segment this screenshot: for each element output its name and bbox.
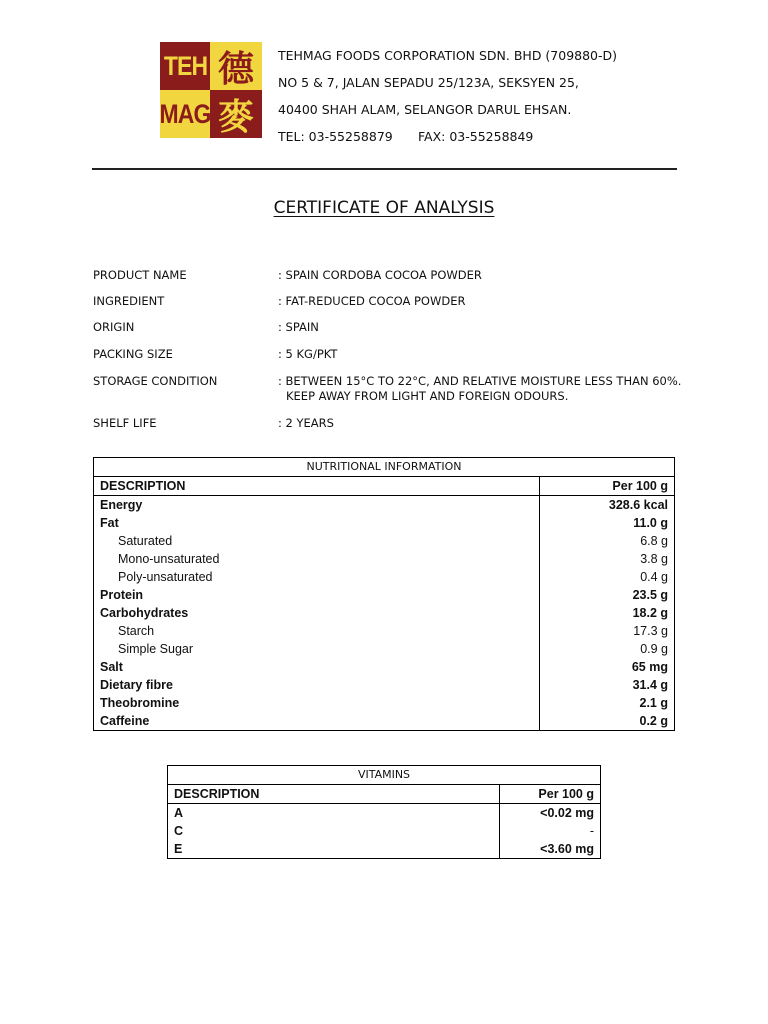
nutrient-name: Theobromine	[94, 694, 540, 712]
table-header-row	[94, 477, 675, 496]
column-header-description: DESCRIPTION	[168, 785, 500, 804]
nutrient-name: Starch	[94, 622, 540, 640]
table-caption-row	[94, 458, 675, 477]
info-label: SHELF LIFE	[93, 416, 157, 430]
info-label: INGREDIENT	[93, 294, 165, 308]
table-row	[94, 604, 675, 622]
nutrient-value: 11.0 g	[540, 514, 675, 532]
info-value: : FAT-REDUCED COCOA POWDER	[278, 294, 466, 308]
nutrient-name: Mono-unsaturated	[94, 550, 540, 568]
info-value: : 2 YEARS	[278, 416, 334, 430]
nutrient-value: 328.6 kcal	[540, 496, 675, 515]
nutrient-value: 0.4 g	[540, 568, 675, 586]
nutrition-caption: NUTRITIONAL INFORMATION	[94, 458, 675, 477]
nutrient-name: Salt	[94, 658, 540, 676]
vitamin-name: E	[168, 840, 500, 859]
table-row	[94, 586, 675, 604]
company-name: TEHMAG FOODS CORPORATION SDN. BHD (709880-D)	[278, 48, 618, 63]
nutrient-value: 6.8 g	[540, 532, 675, 550]
nutrient-name: Energy	[94, 496, 540, 515]
nutrient-value: 65 mg	[540, 658, 675, 676]
vitamin-value: <0.02 mg	[500, 804, 601, 823]
nutrient-value: 2.1 g	[540, 694, 675, 712]
nutrient-value: 23.5 g	[540, 586, 675, 604]
column-header-per-100g: Per 100 g	[540, 477, 675, 496]
info-label: STORAGE CONDITION	[93, 374, 218, 388]
vitamins-table	[167, 765, 601, 859]
nutrient-name: Simple Sugar	[94, 640, 540, 658]
vitamin-name: C	[168, 822, 500, 840]
table-header-row	[168, 785, 601, 804]
nutrient-name: Poly-unsaturated	[94, 568, 540, 586]
table-row	[94, 676, 675, 694]
company-address-line-2: 40400 SHAH ALAM, SELANGOR DARUL EHSAN.	[278, 102, 572, 117]
vitamins-caption: VITAMINS	[168, 766, 601, 785]
nutrition-table	[93, 457, 675, 731]
vitamin-value: <3.60 mg	[500, 840, 601, 859]
table-caption-row	[168, 766, 601, 785]
header-divider	[92, 168, 677, 170]
column-header-description: DESCRIPTION	[94, 477, 540, 496]
info-label: PRODUCT NAME	[93, 268, 187, 282]
nutrient-name: Carbohydrates	[94, 604, 540, 622]
info-label: PACKING SIZE	[93, 347, 173, 361]
company-fax: FAX: 03-55258849	[418, 129, 534, 144]
nutrient-value: 0.9 g	[540, 640, 675, 658]
table-row	[168, 840, 601, 859]
column-header-per-100g: Per 100 g	[500, 785, 601, 804]
table-row	[94, 694, 675, 712]
logo-teh: TEH	[160, 42, 210, 90]
table-row	[94, 550, 675, 568]
nutrient-name: Caffeine	[94, 712, 540, 731]
table-row	[94, 712, 675, 731]
table-row	[94, 622, 675, 640]
logo-mai-character: 麥	[210, 90, 262, 138]
company-details	[278, 42, 617, 150]
info-value: : BETWEEN 15°C TO 22°C, AND RELATIVE MOISTURE LESS THAN 60%.	[278, 374, 682, 388]
nutrient-value: 18.2 g	[540, 604, 675, 622]
logo-de-character: 德	[210, 42, 262, 90]
nutrient-name: Dietary fibre	[94, 676, 540, 694]
info-value: : SPAIN	[278, 320, 319, 334]
table-row	[94, 496, 675, 515]
nutrient-value: 3.8 g	[540, 550, 675, 568]
info-value: : 5 KG/PKT	[278, 347, 338, 361]
info-value-continued: KEEP AWAY FROM LIGHT AND FOREIGN ODOURS.	[286, 389, 569, 403]
table-row	[168, 822, 601, 840]
document-title: CERTIFICATE OF ANALYSIS	[273, 198, 495, 218]
logo-mag: MAG	[160, 90, 210, 138]
company-logo	[160, 42, 262, 138]
table-row	[168, 804, 601, 823]
table-row	[94, 514, 675, 532]
nutrient-name: Fat	[94, 514, 540, 532]
table-row	[94, 568, 675, 586]
nutrient-value: 0.2 g	[540, 712, 675, 731]
table-row	[94, 640, 675, 658]
info-value: : SPAIN CORDOBA COCOA POWDER	[278, 268, 482, 282]
table-row	[94, 658, 675, 676]
company-contact	[278, 123, 617, 150]
nutrient-name: Saturated	[94, 532, 540, 550]
vitamin-value: -	[500, 822, 601, 840]
nutrient-value: 31.4 g	[540, 676, 675, 694]
nutrient-value: 17.3 g	[540, 622, 675, 640]
table-row	[94, 532, 675, 550]
company-tel: TEL: 03-55258879	[278, 129, 393, 144]
company-address-line-1: NO 5 & 7, JALAN SEPADU 25/123A, SEKSYEN 25,	[278, 75, 579, 90]
vitamin-name: A	[168, 804, 500, 823]
nutrient-name: Protein	[94, 586, 540, 604]
info-label: ORIGIN	[93, 320, 135, 334]
